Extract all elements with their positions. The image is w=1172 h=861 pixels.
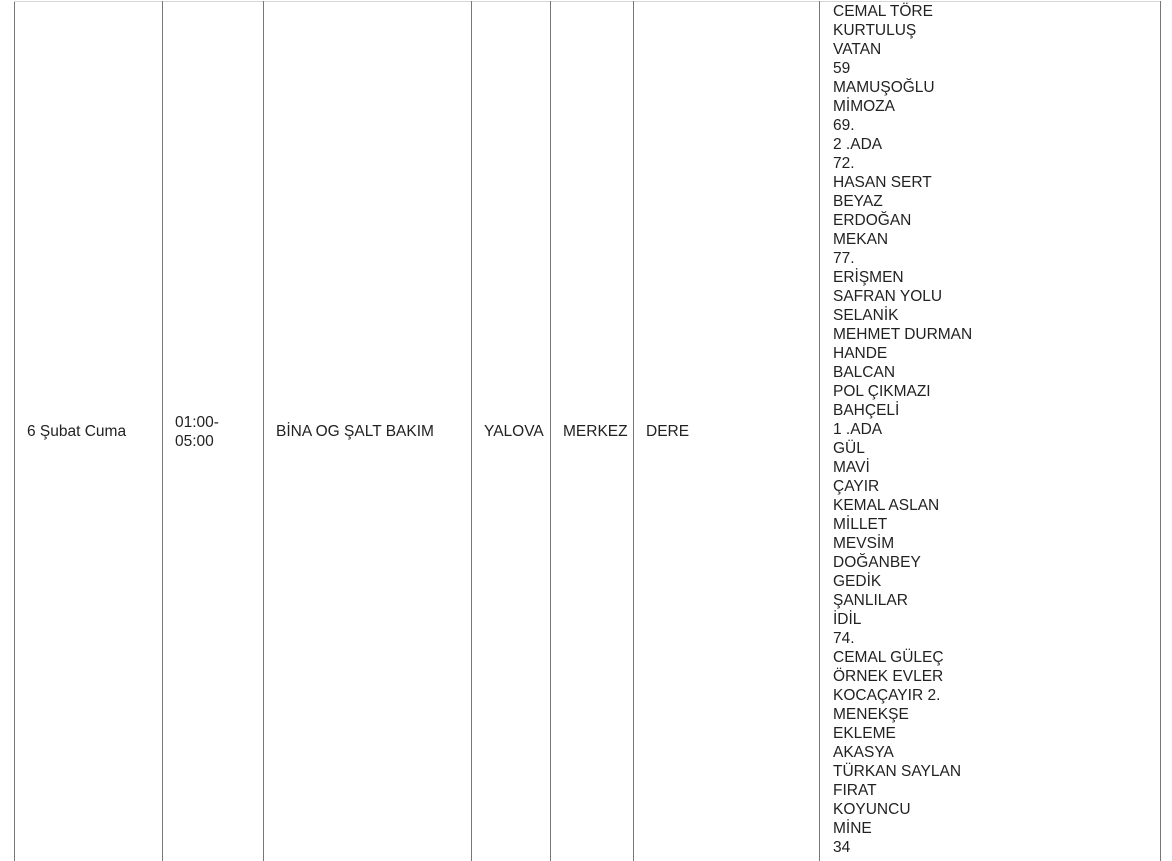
street-item: GEDİK xyxy=(833,572,1148,591)
time-range: 01:00- 05:00 xyxy=(175,414,219,450)
neighborhood-cell: DERE xyxy=(634,2,820,861)
street-item: BAHÇELİ xyxy=(833,401,1148,420)
street-list xyxy=(833,2,1148,857)
street-item: KOCAÇAYIR 2. xyxy=(833,686,1148,705)
street-item: BALCAN xyxy=(833,363,1148,382)
street-item: HANDE xyxy=(833,344,1148,363)
street-item: MAMUŞOĞLU xyxy=(833,78,1148,97)
street-item: AKASYA xyxy=(833,743,1148,762)
street-item: MEHMET DURMAN xyxy=(833,325,1148,344)
street-item: 69. xyxy=(833,116,1148,135)
street-item: BEYAZ xyxy=(833,192,1148,211)
street-item: FIRAT xyxy=(833,781,1148,800)
street-item: MİMOZA xyxy=(833,97,1148,116)
street-item: VATAN xyxy=(833,40,1148,59)
district-cell: MERKEZ xyxy=(551,2,634,861)
street-item: POL ÇIKMAZI xyxy=(833,382,1148,401)
street-item: SAFRAN YOLU xyxy=(833,287,1148,306)
date-cell: 6 Şubat Cuma xyxy=(15,2,163,861)
street-item: KURTULUŞ xyxy=(833,21,1148,40)
street-item: 74. xyxy=(833,629,1148,648)
work-type-cell: BİNA OG ŞALT BAKIM xyxy=(264,2,472,861)
street-item: MİLLET xyxy=(833,515,1148,534)
street-item: GÜL xyxy=(833,439,1148,458)
street-item: ERİŞMEN xyxy=(833,268,1148,287)
street-item: 77. xyxy=(833,249,1148,268)
street-item: 34 xyxy=(833,838,1148,857)
street-item: MAVİ xyxy=(833,458,1148,477)
street-item: 2 .ADA xyxy=(833,135,1148,154)
street-item: İDİL xyxy=(833,610,1148,629)
city-cell: YALOVA xyxy=(472,2,551,861)
street-item: ŞANLILAR xyxy=(833,591,1148,610)
street-item: SELANİK xyxy=(833,306,1148,325)
streets-cell xyxy=(820,2,1161,861)
street-item: MEKAN xyxy=(833,230,1148,249)
street-item: CEMAL TÖRE xyxy=(833,2,1148,21)
street-item: CEMAL GÜLEÇ xyxy=(833,648,1148,667)
street-item: MEVSİM xyxy=(833,534,1148,553)
outage-table xyxy=(14,1,1161,861)
street-item: ÖRNEK EVLER xyxy=(833,667,1148,686)
street-item: EKLEME xyxy=(833,724,1148,743)
time-cell xyxy=(163,2,264,861)
street-item: MENEKŞE xyxy=(833,705,1148,724)
street-item: ERDOĞAN xyxy=(833,211,1148,230)
street-item: TÜRKAN SAYLAN xyxy=(833,762,1148,781)
street-item: MİNE xyxy=(833,819,1148,838)
street-item: KOYUNCU xyxy=(833,800,1148,819)
street-item: DOĞANBEY xyxy=(833,553,1148,572)
street-item: 59 xyxy=(833,59,1148,78)
street-item: KEMAL ASLAN xyxy=(833,496,1148,515)
street-item: HASAN SERT xyxy=(833,173,1148,192)
street-item: 72. xyxy=(833,154,1148,173)
street-item: 1 .ADA xyxy=(833,420,1148,439)
table-row xyxy=(15,2,1161,861)
street-item: ÇAYIR xyxy=(833,477,1148,496)
